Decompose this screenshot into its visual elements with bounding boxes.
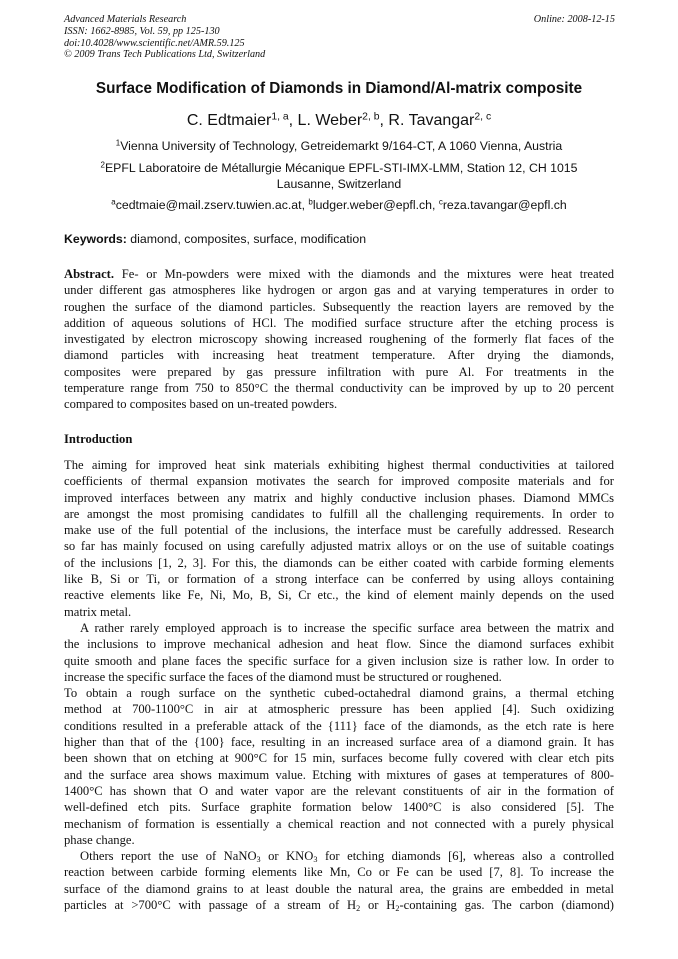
section-heading-introduction: Introduction	[64, 432, 133, 446]
paragraph	[64, 848, 614, 913]
text-line: reactive elements like Fe, Ni, Mo, B, Si, Cr etc., the kind of element mainly depends on the used	[64, 588, 614, 603]
text-line: and the surface area shows maximum value. Etching with mixtures of gases at temperatures of 800-	[64, 767, 614, 782]
email-sup: a	[111, 197, 116, 207]
text-line: conditions resulted in a preferable attack of the {111} face of the diamonds, as the etch rate is here	[64, 718, 614, 733]
affiliation-1	[0, 138, 678, 154]
text-line: increase the specific surface the faces of the diamond must be structured or roughened.	[64, 669, 502, 684]
paragraph	[64, 685, 614, 848]
abstract	[64, 266, 614, 413]
affiliation-sup: 2	[100, 160, 105, 170]
journal-header	[64, 14, 615, 61]
author-sup: 2, b	[362, 111, 380, 123]
keywords-text: diamond, composites, surface, modification	[126, 232, 367, 246]
author-list: C. Edtmaier$^{1, a}$, L. Weber$^{2, b}$, R. Tavangar$^{2, c}$	[186, 111, 492, 129]
email: ludger.weber@epfl.ch,	[312, 198, 439, 212]
text-line: particles at >700°C with passage of a stream of $H_2$ or $H_2$-containing gas. The carbon (diamond)	[64, 898, 614, 914]
text-line: 1400°C has shown that O and water vapor are the relevant constituents of air in the formation of	[64, 783, 614, 798]
affiliation-2	[0, 160, 678, 192]
text-line: well-defined etch pits. Surface graphite formation below 1400°C is also considered [5]. The	[64, 800, 614, 815]
keywords	[64, 232, 366, 246]
text-line: A rather rarely employed approach is to increase the specific surface area between the matrix and	[80, 620, 614, 635]
text-line: reaction between carbide forming elements like Mn, Co or Fe can be used [7, 8]. To increase the	[64, 865, 614, 880]
introduction-body	[64, 457, 614, 913]
subscript: 2	[356, 904, 361, 914]
subscript: 3	[313, 855, 318, 865]
text-line: so far has mainly focused on using carefully adjusted matrix alloys or on the use of suitable coatings	[64, 539, 614, 554]
journal-name: Advanced Materials Research	[64, 14, 187, 25]
text-line: temperature range from 750 to 850°C the thermal conductivity can be improved by up to 20 percent	[64, 381, 614, 396]
affiliation-sup: 1	[115, 138, 121, 148]
text-line: investigated by electron microscopy showing increased roughening of the formerly flat faces of the	[64, 332, 614, 347]
text-line: quite smooth and plane faces the specific surface for a given inclusion size is rather low. In order to	[64, 653, 614, 668]
text-line: are amongst the most promising candidates to fulfill all the challenging requirements. In order to	[64, 506, 614, 521]
paper-title: Surface Modification of Diamonds in Diamond/Al-matrix composite	[95, 80, 583, 97]
text-line: Abstract. Fe- or Mn-powders were mixed with the diamonds and the mixtures were heat treated	[64, 267, 614, 281]
abstract-label: Abstract.	[64, 267, 115, 281]
author-sup: 1, a	[271, 111, 289, 123]
keywords-label: Keywords:	[64, 232, 127, 246]
email-list	[0, 197, 678, 213]
text-line: diamond particles with increasing heat treatment temperature. After drying the diamonds,	[64, 348, 614, 363]
text-line: matrix metal.	[64, 604, 132, 619]
online-date: Online: 2008-12-15	[533, 14, 615, 25]
author-name: C. Edtmaier	[186, 112, 272, 129]
copyright: © 2009 Trans Tech Publications Ltd, Switzerland	[64, 49, 266, 61]
text-line: Others report the use of NaNO$_3$ or $KNO_3$ for etching diamonds [6], whereas also a controlled	[80, 849, 614, 865]
text-line: addition of aqueous solutions of HCl. The modified surface structure after the etching process is	[64, 315, 614, 330]
text-line: To obtain a rough surface on the synthetic cubed-octahedral diamond grains, a thermal etching	[64, 686, 614, 701]
author-name: L. Weber	[297, 112, 363, 129]
subscript: 2	[395, 904, 400, 914]
text-line: the inclusions to improve mechanical adhesion and heat flow. Since the diamond surfaces exhibit	[64, 637, 614, 652]
text-line: mechanism of formation is essentially a chemical reaction and not connected with a purely physical	[64, 816, 614, 831]
affiliation-text: Vienna University of Technology, Getreidemarkt 9/164-CT, A 1060 Vienna, Austria	[120, 139, 563, 153]
author-name: R. Tavangar	[388, 112, 475, 129]
text-line: surface of the diamond grains to at least double the natural area, the grains are embedded in metal	[64, 881, 614, 896]
text-line: roughen the surface of the diamond particles. Subsequently the reaction layers are removed by the	[64, 299, 614, 314]
affiliation-text: EPFL Laboratoire de Métallurgie Mécanique EPFL-STI-IMX-LMM, Station 12, CH 1015	[104, 161, 578, 175]
text-line: of the inclusions [1, 2, 3]. For this, the diamonds can be either coated with carbide forming elements	[64, 555, 614, 570]
email: reza.tavangar@epfl.ch	[442, 198, 567, 212]
subscript: 3	[256, 855, 261, 865]
text-line: The aiming for improved heat sink materials exhibiting highest thermal conductivities at tailored	[64, 458, 614, 472]
text-line: composites were prepared by gas pressure infiltration with pure Al. For treatments in the	[64, 364, 614, 379]
paragraph	[64, 457, 614, 620]
text-line: under different gas atmospheres like hydrogen or argon gas and at varying temperatures in order to	[64, 283, 614, 298]
text-line: been shown that on etching at 900°C for 15 min, surfaces become fully covered with clear etch pits	[64, 751, 614, 766]
text-line: higher than that of the {100} face, resulting in an increased surface area of a diamond grain. It has	[64, 735, 614, 750]
email-sup: c	[438, 197, 443, 207]
text-line: like B, Si or Ti, or formation of a strong interface can be conferred by using alloys containing	[64, 572, 614, 587]
text-line: phase change.	[64, 832, 135, 847]
affiliation-text-cont: Lausanne, Switzerland	[276, 177, 402, 191]
author-sup: 2, c	[474, 111, 492, 123]
text-line: compared to composites based on un-treated powders.	[64, 397, 338, 412]
text-line: coefficients of thermal expansion motivates the search for improved composite materials and for	[64, 474, 614, 489]
email: cedtmaie@mail.zserv.tuwien.ac.at,	[115, 198, 309, 212]
text-line: make use of the full potential of the inclusions, the interface must be carefully addressed. Research	[64, 523, 614, 538]
paragraph	[64, 620, 614, 685]
text-line: improved interfaces between any matrix and highly conductive inclusion phases. Diamond MMCs	[64, 490, 614, 505]
text-line: method at 700-1100°C in air at atmospheric pressure has been applied [4]. Such oxidizing	[64, 702, 614, 717]
issn: ISSN: 1662-8985, Vol. 59, pp 125-130	[64, 25, 220, 37]
doi: doi:10.4028/www.scientific.net/AMR.59.125	[64, 37, 245, 49]
email-sup: b	[308, 197, 313, 207]
